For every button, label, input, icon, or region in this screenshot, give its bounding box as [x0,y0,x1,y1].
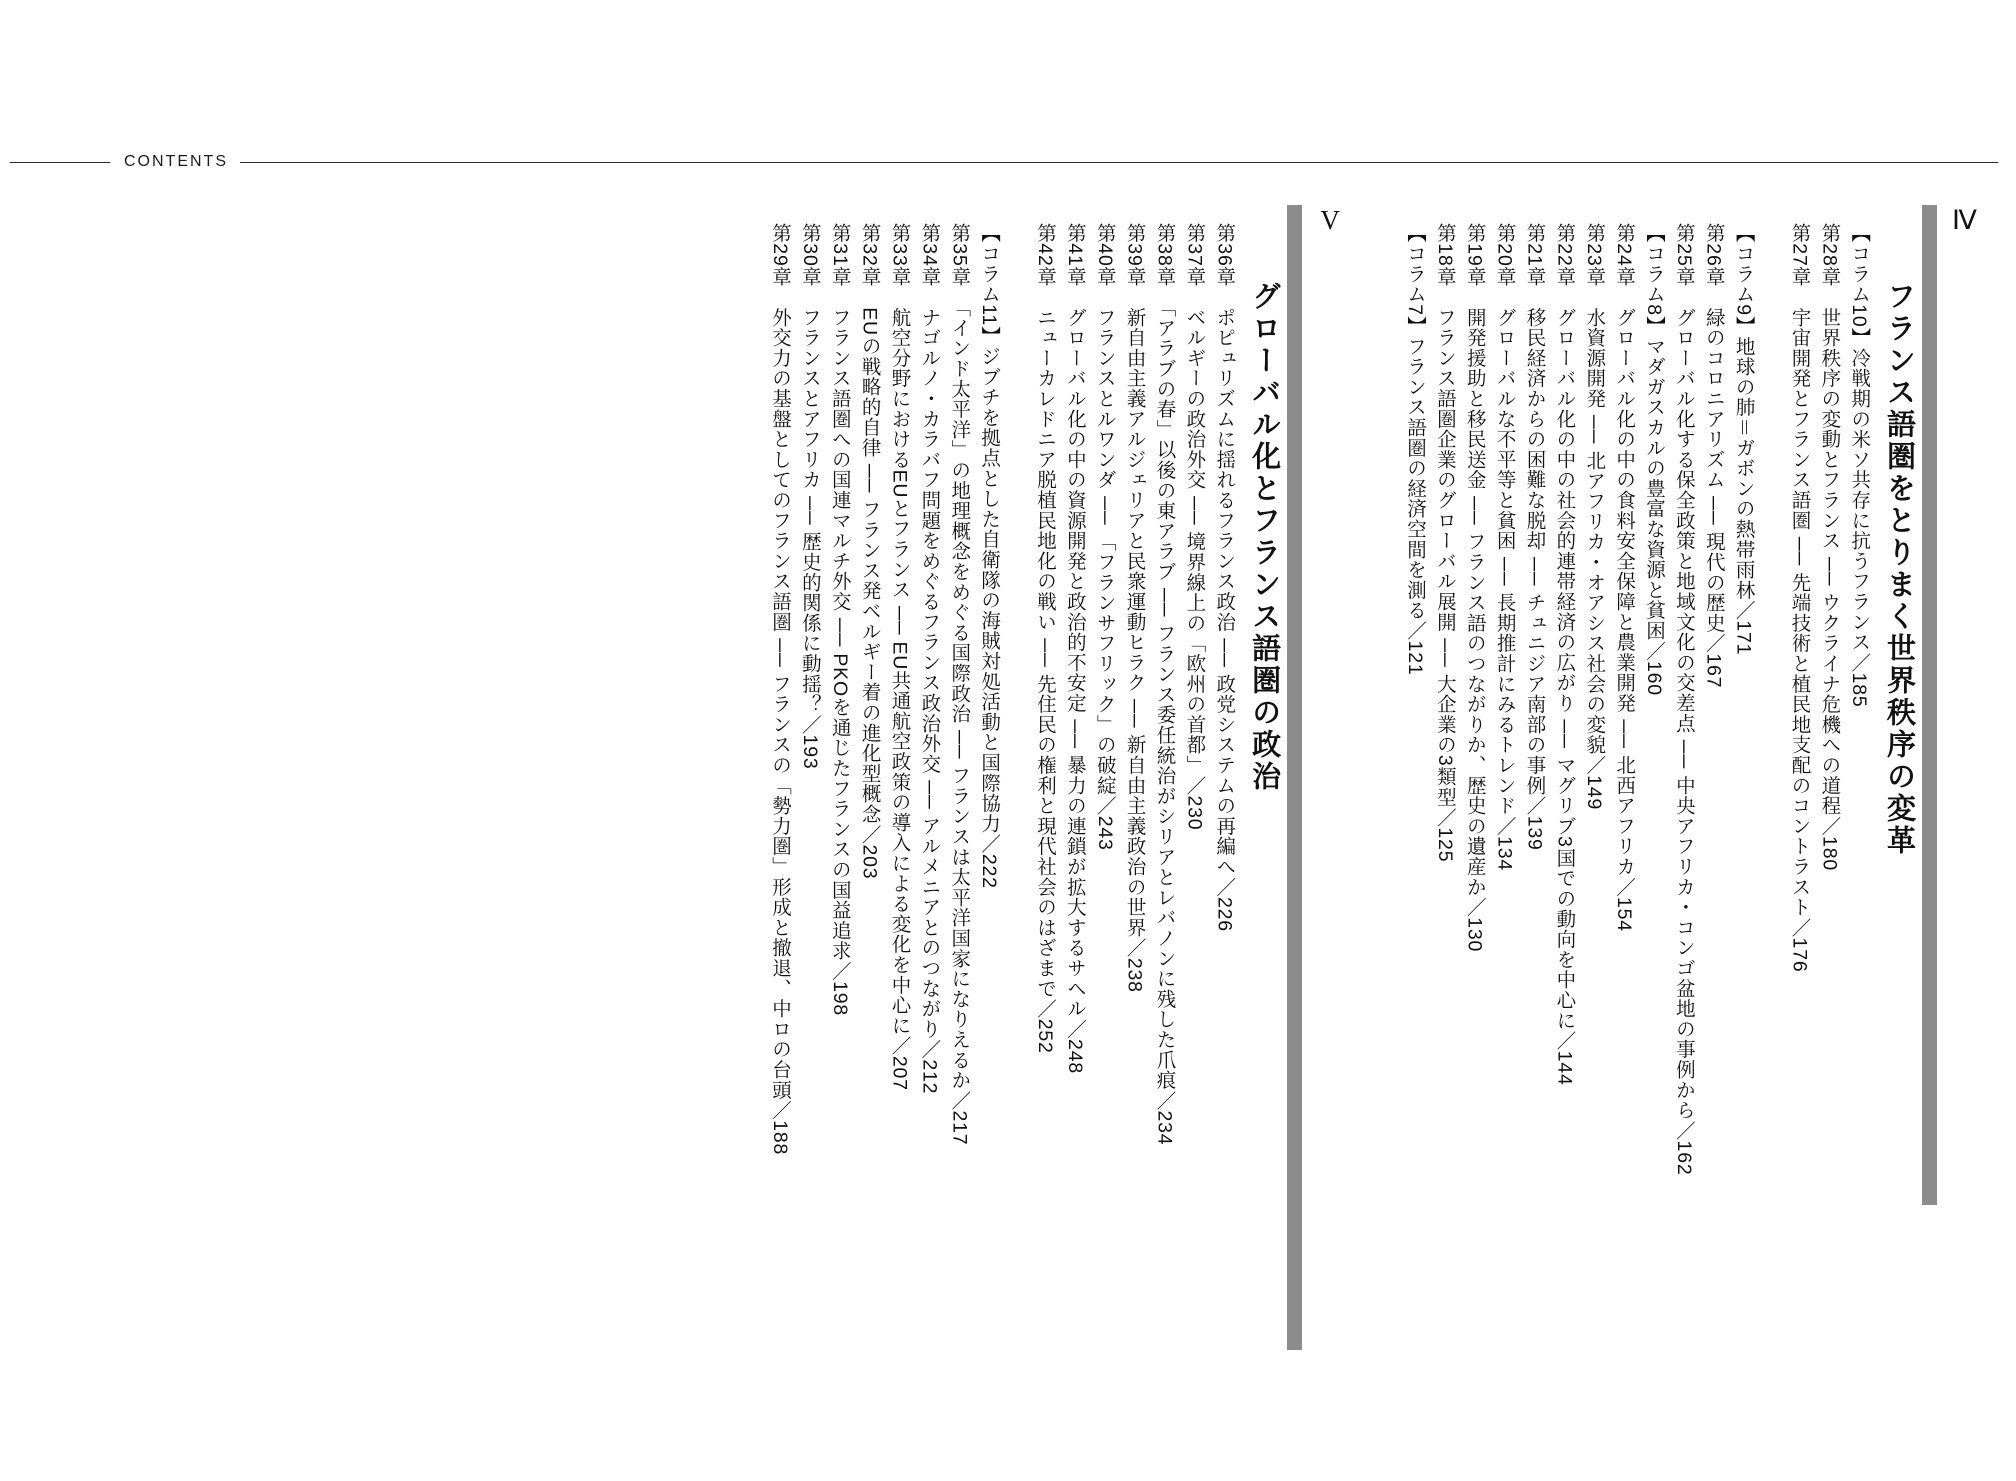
part-5-title: グローバル化とフランス語圏の政治 [1248,281,1281,793]
toc-entry[interactable]: 第33章 航空分野におけるEUとフランス ── EU共通航空政策の導入による変化を中心に／207 [888,223,911,1091]
toc-entry[interactable]: 第20章 グローバルな不平等と貧困 ── 長期推計にみるトレンド／134 [1493,223,1516,871]
part-4-bar [1922,205,1937,1205]
toc-entry[interactable]: 第29章 外交力の基盤としてのフランス語圏 ── フランスの「勢力圏」形成と撤退、中ロの台頭／188 [769,223,792,1156]
toc-entry[interactable]: 第26章 緑のコロニアリズム ── 現代の歴史／167 [1702,223,1725,689]
toc-entry[interactable]: 第36章 ポピュリズムに揺れるフランス政治 ── 政党システムの再編へ／226 [1213,223,1236,932]
header-rule-left [10,162,110,163]
toc-entry[interactable]: 第18章 フランス語圏企業のグローバル展開 ── 大企業の3類型／125 [1433,223,1456,863]
toc-entry[interactable]: 第28章 世界秩序の変動とフランス ── ウクライナ危機への道程／180 [1818,223,1841,871]
part-4-title: フランス語圏をとりまく世界秩序の変革 [1883,281,1915,857]
toc-entry[interactable]: 第35章 「インド太平洋」の地理概念をめぐる国際政治 ── フランスは太平洋国家になりえるか／217 [948,223,971,1146]
toc-entry[interactable]: 【コラム7】フランス語圏の経済空間を測る／121 [1403,223,1426,676]
part-5-heading [1246,205,1347,1441]
toc-entry[interactable]: 第37章 ベルギーの政治外交 ── 境界線上の「欧州の首都」／230 [1183,223,1206,831]
toc-entry[interactable]: 第27章 宇宙開発とフランス語圏 ── 先端技術と植民地支配のコントラスト／176 [1788,223,1811,973]
part-5-number: V [1315,205,1346,236]
toc-entry[interactable]: 第31章 フランス語圏への国連マルチ外交 ── PKOを通じたフランスの国益追求／198 [828,223,851,1017]
part-4-number: Ⅳ [1950,205,1980,237]
part-4-heading [1881,205,1982,1441]
toc-entry[interactable]: 第32章 EUの戦略的自律 ── フランス発ベルギー着の進化型概念／203 [858,223,881,880]
toc-entry[interactable]: 【コラム8】マダガスカルの豊富な資源と貧困／160 [1642,223,1665,696]
toc-entry[interactable]: 第34章 ナゴルノ・カラバフ問題をめぐるフランス政治外交 ── アルメニアとのつながり／212 [918,223,941,1095]
page-header [10,150,1998,174]
toc-entry[interactable]: 【コラム10】冷戦期の米ソ共存に抗うフランス／185 [1848,223,1871,708]
toc-entry[interactable]: 第41章 グローバル化の中の資源開発と政治的不安定 ── 暴力の連鎖が拡大するサヘル／248 [1063,223,1086,1074]
toc-entry[interactable]: 【コラム9】地球の肺＝ガボンの熱帯雨林／171 [1732,223,1755,656]
toc-entry[interactable]: 第21章 移民経済からの困難な脱却 ── チュニジア南部の事例／139 [1523,223,1546,851]
part-5-bar [1287,205,1302,1350]
header-rule-right [240,162,1998,163]
toc-entry[interactable]: 第30章 フランスとアフリカ ── 歴史的関係に動揺？／193 [798,223,821,770]
toc-entry[interactable]: 第40章 フランスとルワンダ ── 「フランサフリック」の破綻／243 [1093,223,1116,851]
toc-entry[interactable]: 【コラム11】ジブチを拠点とした自衛隊の海賊対処活動と国際協力／222 [978,223,1001,889]
toc-section-part-5 [762,205,1353,1441]
toc-entry[interactable]: 第42章 ニューカレドニア脱植民地化の戦い ── 先住民の権利と現代社会のはざまで／252 [1034,223,1057,1054]
contents-label: CONTENTS [124,153,228,170]
toc-entry[interactable]: 第24章 グローバル化の中の食料安全保障と農業開発 ── 北西アフリカ／154 [1613,223,1636,932]
toc-entry[interactable]: 第39章 新自由主義アルジェリアと民衆運動ヒラク ── 新自由主義政治の世界／238 [1123,223,1146,993]
toc-columns [0,205,2016,1441]
toc-entry[interactable]: 第38章 「アラブの春」以後の東アラブ ── フランス委任統治がシリアとレバノンに残した爪痕／234 [1153,223,1176,1146]
toc-section-part-4 [1397,205,1988,1441]
toc-entry[interactable]: 第25章 グローバル化する保全政策と地域文化の交差点 ── 中央アフリカ・コンゴ盆地の事例から／162 [1672,223,1695,1176]
toc-entry[interactable]: 第19章 開発援助と移民送金 ── フランス語のつながりか、歴史の遺産か／130 [1463,223,1486,953]
toc-entry[interactable]: 第22章 グローバル化の中の社会的連帯経済の広がり ── マグリブ3国での動向を中心に／144 [1553,223,1576,1086]
toc-entry[interactable]: 第23章 水資源開発 ── 北アフリカ・オアシス社会の変貌／149 [1583,223,1606,811]
